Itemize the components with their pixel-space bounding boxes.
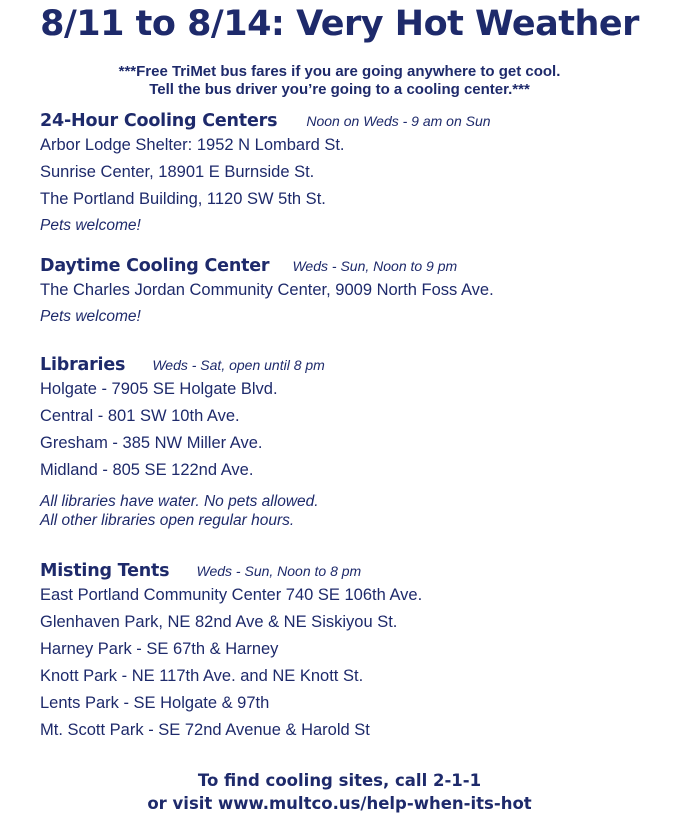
site-item: Mt. Scott Park - SE 72nd Avenue & Harold St [40,721,370,739]
section-title: Daytime Cooling Center [40,256,270,276]
help-footer [0,769,679,815]
site-item: Gresham - 385 NW Miller Ave. [40,434,263,452]
notice-line-1: ***Free TriMet bus fares if you are going anywhere to get cool. [118,63,561,80]
section-header [40,256,660,280]
site-item: East Portland Community Center 740 SE 106th Ave. [40,586,423,604]
section-24-hour-cooling-centers [40,111,660,235]
section-hours: Weds - Sat, open until 8 pm [152,357,325,373]
section-note: All other libraries open regular hours. [40,512,295,529]
site-item: The Charles Jordan Community Center, 9009 North Foss Ave. [40,281,494,299]
notice-line-2: Tell the bus driver you’re going to a cooling center.*** [149,81,530,98]
site-item: Central - 801 SW 10th Ave. [40,407,240,425]
page-title: 8/11 to 8/14: Very Hot Weather [40,4,639,44]
site-item: Glenhaven Park, NE 82nd Ave & NE Siskiyou St. [40,613,398,631]
site-item: Sunrise Center, 18901 E Burnside St. [40,163,315,181]
site-item: Midland - 805 SE 122nd Ave. [40,461,254,479]
section-header [40,355,660,379]
site-item: The Portland Building, 1120 SW 5th St. [40,190,326,208]
site-list [40,379,660,487]
footer-call-line: To find cooling sites, call 2-1-1 [197,771,482,790]
section-title: Misting Tents [40,561,170,581]
site-item: Knott Park - NE 117th Ave. and NE Knott St. [40,667,364,685]
section-note: All libraries have water. No pets allowed. [40,493,319,510]
section-note: Pets welcome! [40,308,141,325]
section-hours: Noon on Weds - 9 am on Sun [306,113,491,129]
section-hours: Weds - Sun, Noon to 9 pm [292,258,458,274]
site-item: Holgate - 7905 SE Holgate Blvd. [40,380,278,398]
section-note: Pets welcome! [40,217,141,234]
site-item: Arbor Lodge Shelter: 1952 N Lombard St. [40,136,345,154]
section-daytime-cooling-center [40,256,660,326]
section-header [40,111,660,135]
section-libraries [40,355,660,530]
section-title: 24-Hour Cooling Centers [40,111,278,131]
section-header [40,561,660,585]
section-misting-tents [40,561,660,747]
section-hours: Weds - Sun, Noon to 8 pm [196,563,362,579]
site-list [40,585,660,747]
site-item: Lents Park - SE Holgate & 97th [40,694,270,712]
footer-url-line: or visit www.multco.us/help-when-its-hot [147,794,532,813]
site-item: Harney Park - SE 67th & Harney [40,640,279,658]
section-title: Libraries [40,355,126,375]
site-list [40,135,660,216]
bus-fare-notice [0,63,679,99]
site-list [40,280,660,307]
